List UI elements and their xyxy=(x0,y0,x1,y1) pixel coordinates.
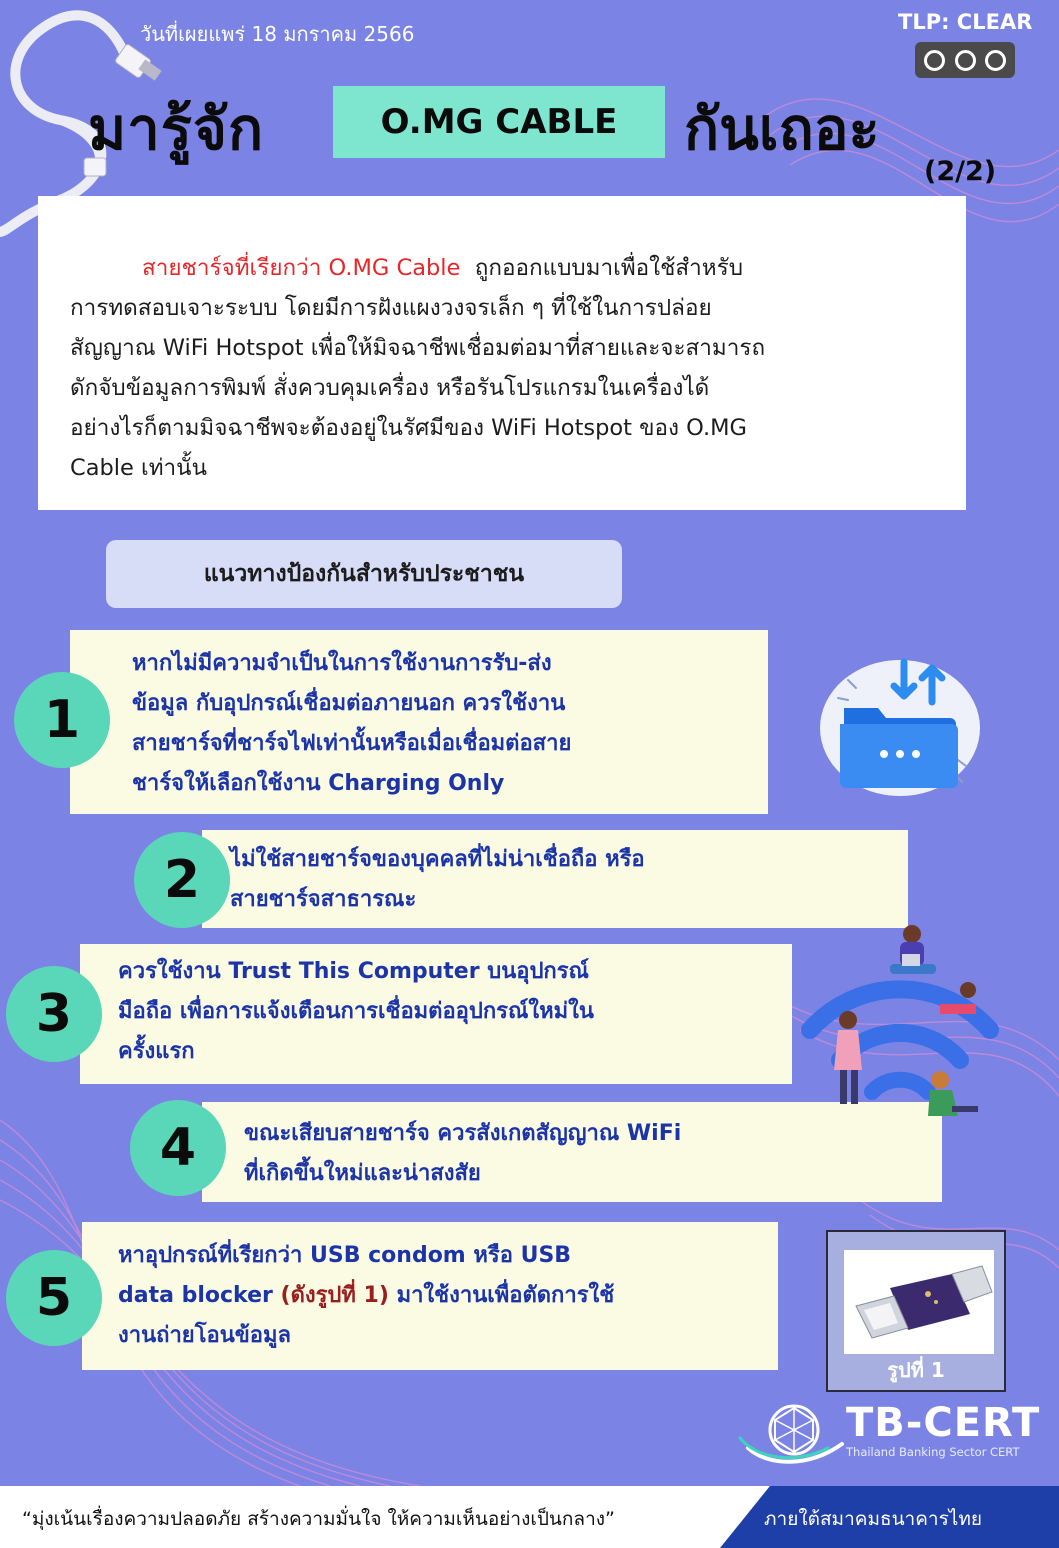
folder-transfer-icon xyxy=(808,650,988,800)
intro-line: การทดสอบเจาะระบบ โดยมีการฝังแผงวงจรเล็ก ๆ ที่ใช้ในการปล่อย xyxy=(70,295,712,321)
intro-line: อย่างไรก็ตามมิจฉาชีพจะต้องอยู่ในรัศมีของ WiFi Hotspot ของ O.MG xyxy=(70,415,747,441)
figure-caption: รูปที่ 1 xyxy=(887,1358,945,1382)
intro-line: ดักจับข้อมูลการพิมพ์ สั่งควบคุมเครื่อง หรือรันโปรแกรมในเครื่องได้ xyxy=(70,375,710,401)
intro-line: Cable เท่านั้น xyxy=(70,455,207,481)
tip-number-4: 4 xyxy=(130,1100,226,1196)
wifi-people-icon xyxy=(790,920,1000,1130)
tip-4: ขณะเสียบสายชาร์จ ควรสังเกตสัญญาณ WiFi ที่เกิดขึ้นใหม่และน่าสงสัย xyxy=(202,1102,942,1202)
title-right: กันเถอะ xyxy=(684,95,880,163)
traffic-light-icon xyxy=(915,42,1015,78)
title-badge: O.MG CABLE xyxy=(333,86,665,158)
footer-org: ภายใต้สมาคมธนาคารไทย xyxy=(764,1508,983,1530)
publish-date: วันที่เผยแพร่ 18 มกราคม 2566 xyxy=(140,22,415,46)
logo-name: TB-CERT xyxy=(846,1400,1041,1446)
intro-line: สายชาร์จที่เรียกว่า O.MG Cable ถูกออกแบบมาเพื่อใช้สำหรับ xyxy=(142,255,743,281)
logo-subtitle: Thailand Banking Sector CERT xyxy=(846,1445,1020,1459)
tip-1: หากไม่มีความจำเป็นในการใช้งานการรับ-ส่ง ข้อมูล กับอุปกรณ์เชื่อมต่อภายนอก ควรใช้งาน สายชาร์จที่ชาร์จไฟเท่านั้นหรือเมื่อเชื่อมต่อสาย ชาร์จให้เลือกใช้งาน Charging Only xyxy=(70,630,768,814)
tip-number-5: 5 xyxy=(6,1250,102,1346)
tip-number-3: 3 xyxy=(6,966,102,1062)
tip-number-1: 1 xyxy=(14,672,110,768)
tip-number-2: 2 xyxy=(134,832,230,928)
tip-5: หาอุปกรณ์ที่เรียกว่า USB condom หรือ USB data blocker (ดังรูปที่ 1) มาใช้งานเพื่อตัดการใช้ งานถ่ายโอนข้อมูล xyxy=(82,1222,778,1370)
intro-highlight: สายชาร์จที่เรียกว่า O.MG Cable xyxy=(142,255,461,281)
page-indicator: (2/2) xyxy=(924,156,997,187)
intro-line: สัญญาณ WiFi Hotspot เพื่อให้มิจฉาชีพเชื่อมต่อมาที่สายและจะสามารถ xyxy=(70,335,766,361)
footer-quote: “มุ่งเน้นเรื่องความปลอดภัย สร้างความมั่นใจ ให้ความเห็นอย่างเป็นกลาง” xyxy=(22,1508,615,1530)
tip-3: ควรใช้งาน Trust This Computer บนอุปกรณ์ มือถือ เพื่อการแจ้งเตือนการเชื่อมต่ออุปกรณ์ใหม่ใน ครั้งแรก xyxy=(80,944,792,1084)
tb-cert-logo xyxy=(738,1396,848,1476)
section-title: แนวทางป้องกันสำหรับประชาชน xyxy=(106,540,622,608)
intro-box xyxy=(38,196,966,510)
tlp-label: TLP: CLEAR xyxy=(898,10,1033,34)
title-left: มารู้จัก xyxy=(88,95,265,163)
tip-2: ไม่ใช้สายชาร์จของบุคคลที่ไม่น่าเชื่อถือ หรือ สายชาร์จสาธารณะ xyxy=(202,830,908,928)
usb-data-blocker-image xyxy=(844,1250,994,1354)
figure-reference: (ดังรูปที่ 1) xyxy=(280,1283,389,1308)
